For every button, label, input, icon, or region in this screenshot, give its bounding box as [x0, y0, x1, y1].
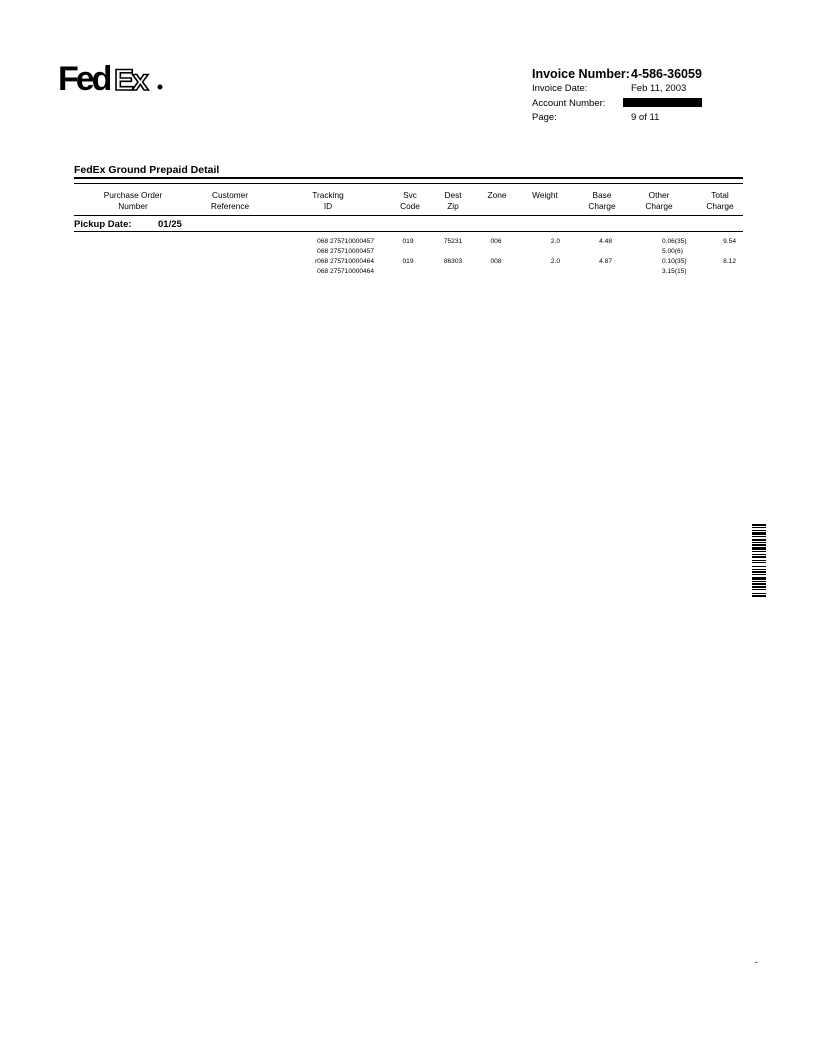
base-charge: 4.87	[599, 258, 612, 265]
weight: 2.0	[550, 258, 560, 265]
table-row	[0, 257, 816, 277]
other-charge: 0.10(35) 3.15(15)	[662, 258, 687, 275]
section-title: FedEx Ground Prepaid Detail	[74, 164, 220, 176]
page-number: 9 of 11	[631, 112, 660, 123]
col-header-svc: Svc Code	[400, 190, 420, 211]
tracking-id: r068 275710000464 068 275710000464	[314, 258, 374, 275]
svc-code: 019	[402, 258, 414, 265]
account-number-label: Account Number:	[532, 98, 606, 109]
svc-code: 019	[402, 238, 414, 245]
total-charge: 8.12	[723, 258, 736, 265]
dest-zip: 86303	[443, 258, 463, 265]
table-row	[0, 237, 816, 257]
zone: 008	[490, 258, 502, 265]
dest-zip: 75231	[443, 238, 463, 245]
pickup-date: 01/25	[158, 219, 182, 230]
svg-text:Fed: Fed	[58, 60, 110, 96]
invoice-number-label: Invoice Number:	[532, 67, 630, 81]
svg-text:Ex: Ex	[114, 64, 147, 96]
col-header-weight: Weight	[532, 190, 558, 200]
base-charge: 4.48	[599, 238, 612, 245]
col-header-tracking: Tracking ID	[312, 190, 344, 211]
section-rule-bottom	[74, 183, 743, 184]
other-charge: 0.06(35) 5.00(6)	[662, 238, 687, 255]
col-header-po: Purchase Order Number	[103, 190, 163, 211]
weight: 2.0	[550, 238, 560, 245]
section-rule-top	[74, 177, 743, 179]
col-header-other: Other Charge	[645, 190, 673, 211]
col-header-dest: Dest Zip	[444, 190, 462, 211]
col-header-base: Base Charge	[588, 190, 616, 211]
invoice-date: Feb 11, 2003	[631, 83, 687, 94]
total-charge: 9.54	[723, 238, 736, 245]
fedex-logo	[58, 60, 168, 96]
col-header-total: Total Charge	[706, 190, 734, 211]
page-label: Page:	[532, 112, 557, 123]
footer-mark: -	[755, 957, 758, 967]
header-rule	[74, 215, 743, 216]
zone: 006	[490, 238, 502, 245]
barcode	[752, 524, 766, 622]
pickup-rule	[74, 231, 743, 232]
pickup-date-label: Pickup Date:	[74, 219, 132, 230]
invoice-number: 4-586-36059	[631, 67, 702, 81]
col-header-zone: Zone	[487, 190, 507, 200]
tracking-id: 068 275710000457 068 275710000457	[317, 238, 374, 255]
redacted-account-number	[623, 98, 702, 107]
col-header-customer-ref: Customer Reference	[210, 190, 250, 211]
invoice-date-label: Invoice Date:	[532, 83, 588, 94]
